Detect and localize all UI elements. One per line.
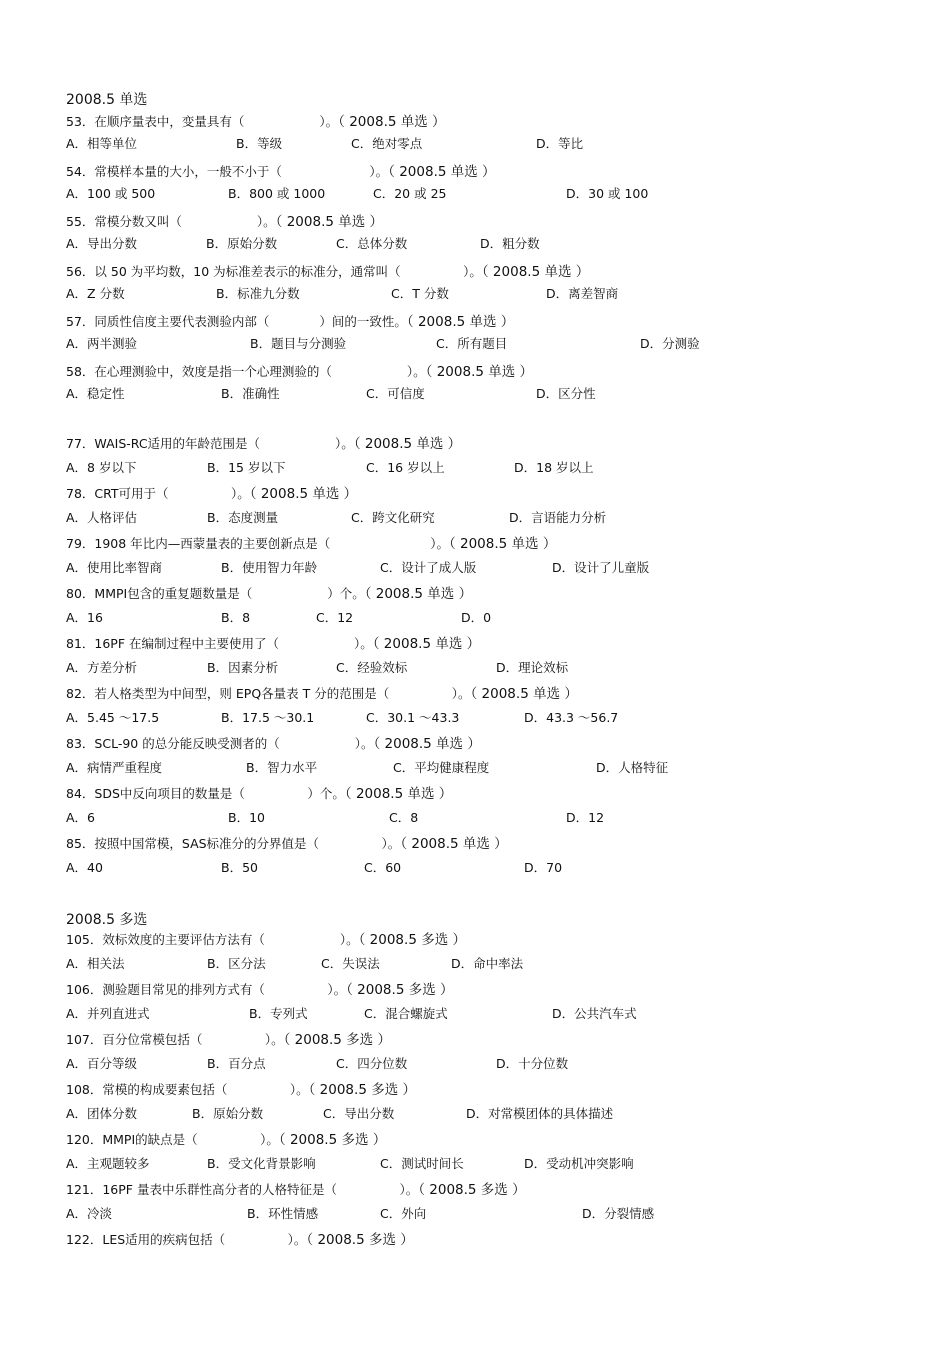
- question-tag: （ 2008.5 多选 ）: [418, 1182, 526, 1198]
- question: [66, 214, 383, 230]
- question-text: 108．常模的构成要素包括（ ）。: [66, 1082, 309, 1097]
- question-tag: （ 2008.5 单选 ）: [406, 314, 515, 330]
- option-a: A．Z 分数: [66, 286, 125, 301]
- question: [66, 536, 556, 552]
- option-b: B．因素分析: [207, 660, 279, 675]
- question-tag: （ 2008.5 多选 ）: [306, 1232, 414, 1248]
- question-text: 106．测验题目常见的排列方式有（ ）。: [66, 982, 347, 997]
- question-text: 83．SCL-90 的总分能反映受测者的（ ）。: [66, 736, 374, 751]
- option-d: D．受动机冲突影响: [524, 1156, 634, 1171]
- option-d: D．43.3 ～56.7: [524, 710, 619, 725]
- question-text: 107．百分位常模包括（ ）。: [66, 1032, 284, 1047]
- option-d: D．粗分数: [480, 236, 540, 251]
- question-tag: （ 2008.5 单选 ）: [353, 436, 462, 452]
- question: [66, 486, 357, 502]
- option-c: C．12: [316, 610, 354, 625]
- option-a: A．8 岁以下: [66, 460, 137, 475]
- question-tag: （ 2008.5 单选 ）: [388, 164, 496, 180]
- option-a: A．16: [66, 610, 103, 625]
- option-a: A．导出分数: [66, 236, 138, 251]
- option-a: A．团体分数: [66, 1106, 138, 1121]
- option-b: B．原始分数: [192, 1106, 264, 1121]
- question-tag: （ 2008.5 单选 ）: [425, 364, 534, 380]
- option-b: B．百分点: [207, 1056, 266, 1071]
- option-b: B．题目与分测验: [250, 336, 347, 351]
- option-d: D．12: [566, 810, 605, 825]
- option-d: D．命中率法: [451, 956, 524, 971]
- question-text: 77．WAIS-RC适用的年龄范围是（ ）。: [66, 436, 354, 451]
- question-text: 58．在心理测验中，效度是指一个心理测验的（ ）。: [66, 364, 426, 379]
- question: [66, 982, 454, 998]
- option-b: B．区分法: [207, 956, 266, 971]
- question-text: 54．常模样本量的大小，一般不小于（ ）。: [66, 164, 389, 179]
- option-c: C．失误法: [321, 956, 380, 971]
- option-b: B．10: [228, 810, 265, 825]
- question-tag: （ 2008.5 单选 ）: [344, 786, 453, 802]
- option-b: B．等级: [236, 136, 283, 151]
- option-a: A．主观题较多: [66, 1156, 150, 1171]
- question-text: 78．CRT可用于（ ）。: [66, 486, 250, 501]
- question-text: 53．在顺序量表中，变量具有（ ）。: [66, 114, 339, 129]
- question: [66, 636, 480, 652]
- option-b: B．智力水平: [246, 760, 318, 775]
- section-heading: 2008.5 多选: [66, 912, 148, 928]
- option-a: A．方差分析: [66, 660, 138, 675]
- option-d: D．区分性: [536, 386, 596, 401]
- option-d: D．18 岁以上: [514, 460, 594, 475]
- option-d: D．人格特征: [596, 760, 669, 775]
- question-text: 57．同质性信度主要代表测验内部（ ）间的一致性。: [66, 314, 407, 329]
- question-text: 85．按照中国常模，SAS标准分的分界值是（ ）。: [66, 836, 401, 851]
- option-a: A．使用比率智商: [66, 560, 163, 575]
- option-b: B．原始分数: [206, 236, 278, 251]
- question: [66, 1182, 526, 1198]
- question: [66, 786, 452, 802]
- option-a: A．人格评估: [66, 510, 138, 525]
- question: [66, 436, 461, 452]
- option-b: B．15 岁以下: [207, 460, 286, 475]
- option-d: D．70: [524, 860, 563, 875]
- option-d: D．分测验: [640, 336, 700, 351]
- question-tag: （ 2008.5 多选 ）: [278, 1132, 387, 1148]
- option-c: C．总体分数: [336, 236, 408, 251]
- question-text: 122．LES适用的疾病包括（ ）。: [66, 1232, 307, 1247]
- question-tag: （ 2008.5 单选 ）: [338, 114, 446, 130]
- section-heading: 2008.5 单选: [66, 92, 148, 108]
- option-a: A．6: [66, 810, 96, 825]
- option-a: A．40: [66, 860, 103, 875]
- question-text: 121．16PF 量表中乐群性高分者的人格特征是（ ）。: [66, 1182, 419, 1197]
- question-tag: （ 2008.5 单选 ）: [400, 836, 508, 852]
- question-text: 120．MMPI的缺点是（ ）。: [66, 1132, 279, 1147]
- option-c: C．经验效标: [336, 660, 408, 675]
- question: [66, 836, 508, 852]
- option-d: D．言语能力分析: [509, 510, 607, 525]
- option-c: C．可信度: [366, 386, 425, 401]
- option-d: D．30 或 100: [566, 186, 649, 201]
- question: [66, 364, 533, 380]
- question-tag: （ 2008.5 单选 ）: [372, 636, 481, 652]
- question-tag: （ 2008.5 单选 ）: [448, 536, 557, 552]
- option-b: B．800 或 1000: [228, 186, 326, 201]
- question-tag: （ 2008.5 单选 ）: [481, 264, 590, 280]
- question-text: 80．MMPI包含的重复题数量是（ ）个。: [66, 586, 365, 601]
- option-c: C．绝对零点: [351, 136, 423, 151]
- option-b: B．8: [221, 610, 251, 625]
- option-b: B．环性情感: [247, 1206, 319, 1221]
- option-d: D．十分位数: [496, 1056, 569, 1071]
- option-d: D．0: [461, 610, 492, 625]
- option-a: A．5.45 ～17.5: [66, 710, 160, 725]
- question-text: 79．1908 年比内—西蒙量表的主要创新点是（ ）。: [66, 536, 449, 551]
- question-text: 82．若人格类型为中间型，则 EPQ各量表 T 分的范围是（ ）。: [66, 686, 471, 701]
- option-a: A．病情严重程度: [66, 760, 163, 775]
- question: [66, 114, 446, 130]
- question-text: 55．常模分数又叫（ ）。: [66, 214, 276, 229]
- option-c: C．16 岁以上: [366, 460, 445, 475]
- question: [66, 1032, 391, 1048]
- option-c: C．T 分数: [391, 286, 449, 301]
- option-d: D．公共汽车式: [552, 1006, 637, 1021]
- option-b: B．准确性: [221, 386, 280, 401]
- option-c: C．导出分数: [323, 1106, 395, 1121]
- option-c: C．混合螺旋式: [364, 1006, 448, 1021]
- question-text: 56．以 50 为平均数，10 为标准差表示的标准分，通常叫（ ）。: [66, 264, 482, 279]
- option-d: D．设计了儿童版: [552, 560, 650, 575]
- option-d: D．对常模团体的具体描述: [466, 1106, 614, 1121]
- question-tag: （ 2008.5 单选 ）: [373, 736, 481, 752]
- question-tag: （ 2008.5 单选 ）: [249, 486, 358, 502]
- option-c: C．设计了成人版: [380, 560, 477, 575]
- option-c: C．60: [364, 860, 402, 875]
- option-c: C．8: [389, 810, 419, 825]
- option-b: B．标准九分数: [216, 286, 300, 301]
- question: [66, 736, 481, 752]
- question-tag: （ 2008.5 多选 ）: [283, 1032, 391, 1048]
- question: [66, 1232, 414, 1248]
- option-c: C．所有题目: [436, 336, 508, 351]
- option-c: C．20 或 25: [373, 186, 447, 201]
- option-c: C．平均健康程度: [393, 760, 490, 775]
- option-a: A．相关法: [66, 956, 125, 971]
- option-c: C．外向: [380, 1206, 427, 1221]
- option-c: C．测试时间长: [380, 1156, 464, 1171]
- option-d: D．离差智商: [546, 286, 619, 301]
- option-a: A．相等单位: [66, 136, 138, 151]
- question-tag: （ 2008.5 单选 ）: [364, 586, 473, 602]
- option-b: B．专列式: [249, 1006, 308, 1021]
- question: [66, 1082, 416, 1098]
- question: [66, 586, 472, 602]
- option-a: A．冷淡: [66, 1206, 113, 1221]
- option-b: B．使用智力年龄: [221, 560, 318, 575]
- question-text: 84．SDS中反向项目的数量是（ ）个。: [66, 786, 345, 801]
- option-a: A．百分等级: [66, 1056, 138, 1071]
- option-c: C．四分位数: [336, 1056, 408, 1071]
- option-b: B．态度测量: [207, 510, 279, 525]
- option-a: A．稳定性: [66, 386, 125, 401]
- question: [66, 932, 466, 948]
- option-d: D．理论效标: [496, 660, 569, 675]
- question-tag: （ 2008.5 多选 ）: [346, 982, 454, 998]
- question-tag: （ 2008.5 单选 ）: [275, 214, 384, 230]
- option-a: A．100 或 500: [66, 186, 156, 201]
- question-tag: （ 2008.5 多选 ）: [358, 932, 466, 948]
- question-text: 105．效标效度的主要评估方法有（ ）。: [66, 932, 359, 947]
- option-a: A．并列直进式: [66, 1006, 150, 1021]
- option-a: A．两半测验: [66, 336, 138, 351]
- option-b: B．50: [221, 860, 258, 875]
- question: [66, 686, 578, 702]
- question-text: 81．16PF 在编制过程中主要使用了（ ）。: [66, 636, 373, 651]
- option-d: D．等比: [536, 136, 584, 151]
- option-d: D．分裂情感: [582, 1206, 655, 1221]
- question-tag: （ 2008.5 单选 ）: [470, 686, 578, 702]
- question-tag: （ 2008.5 多选 ）: [308, 1082, 416, 1098]
- question: [66, 1132, 386, 1148]
- question: [66, 264, 589, 280]
- option-c: C．30.1 ～43.3: [366, 710, 460, 725]
- question: [66, 164, 496, 180]
- question: [66, 314, 514, 330]
- option-b: B．17.5 ～30.1: [221, 710, 315, 725]
- option-c: C．跨文化研究: [351, 510, 435, 525]
- option-b: B．受文化背景影响: [207, 1156, 316, 1171]
